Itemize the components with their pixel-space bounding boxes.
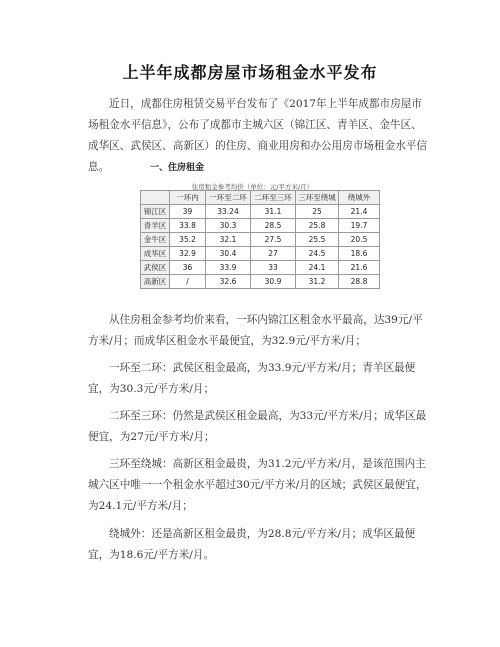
row-district: 武侯区 bbox=[141, 261, 170, 275]
table-cell: 30.3 bbox=[206, 219, 251, 233]
table-cell: 32.9 bbox=[170, 247, 206, 261]
intro-paragraph: 近日，成都住房租赁交易平台发布了《2017年上半年成都市房屋市场租金水平信息》，公布了成都市主城六区（锦江区、青羊区、金牛区、成华区、武侯区、高新区）的住房、商业用房和办公用房市场租金水平信息。 bbox=[88, 98, 427, 173]
table-cell: 31.2 bbox=[296, 275, 339, 289]
table-header-cell: 二环至三环 bbox=[251, 191, 296, 205]
table-cell: 25 bbox=[296, 205, 339, 219]
table-cell: 27 bbox=[251, 247, 296, 261]
section-heading: 一、住房租金 bbox=[150, 163, 205, 173]
table-header-cell: 一环至二环 bbox=[206, 191, 251, 205]
table-row bbox=[141, 247, 380, 261]
table-row bbox=[141, 261, 380, 275]
row-district: 成华区 bbox=[141, 247, 170, 261]
table-row bbox=[141, 275, 380, 289]
ring1-2-paragraph: 一环至二环：武侯区租金最高，为33.9元/平方米/月；青羊区最便宜，为30.3元/平方米/月； bbox=[88, 362, 416, 395]
table-cell: 33 bbox=[251, 261, 296, 275]
table-row bbox=[141, 233, 380, 247]
table-cell: 33.24 bbox=[206, 205, 251, 219]
table-cell: 33.9 bbox=[206, 261, 251, 275]
rent-table bbox=[140, 190, 380, 289]
row-district: 锦江区 bbox=[141, 205, 170, 219]
row-district: 青羊区 bbox=[141, 219, 170, 233]
table-cell: 32.1 bbox=[206, 233, 251, 247]
table-cell: 36 bbox=[170, 261, 206, 275]
table-caption: 住房租金参考均价（单位：元/平方米/月） bbox=[191, 183, 314, 191]
table-header-cell bbox=[141, 191, 170, 205]
table-header-row bbox=[141, 191, 380, 205]
table-header-cell: 三环至绕城 bbox=[296, 191, 339, 205]
summary-paragraph: 从住房租金参考均价来看，一环内锦江区租金水平最高，达39元/平方米/月；而成华区租金水平最便宜，为32.9元/平方米/月； bbox=[88, 314, 423, 347]
outside-ring-paragraph: 绕城外：还是高新区租金最贵，为28.8元/平方米/月；成华区最便宜，为18.6元/平方米/月。 bbox=[88, 528, 416, 561]
table-cell: / bbox=[170, 275, 206, 289]
ring2-3-paragraph: 二环至三环：仍然是武侯区租金最高，为33元/平方米/月；成华区最便宜，为27元/平方米/月； bbox=[88, 410, 427, 443]
table-cell: 30.4 bbox=[206, 247, 251, 261]
table-cell: 28.5 bbox=[251, 219, 296, 233]
table-cell: 24.1 bbox=[296, 261, 339, 275]
table-cell: 27.5 bbox=[251, 233, 296, 247]
table-cell: 39 bbox=[170, 205, 206, 219]
table-cell: 33.8 bbox=[170, 219, 206, 233]
table-cell: 32.6 bbox=[206, 275, 251, 289]
row-district: 高新区 bbox=[141, 275, 170, 289]
table-cell: 18.6 bbox=[339, 247, 380, 261]
table-cell: 31.1 bbox=[251, 205, 296, 219]
table-cell: 20.5 bbox=[339, 233, 380, 247]
table-cell: 21.4 bbox=[339, 205, 380, 219]
table-cell: 25.8 bbox=[296, 219, 339, 233]
table-header-cell: 一环内 bbox=[170, 191, 206, 205]
table-row bbox=[141, 219, 380, 233]
row-district: 金牛区 bbox=[141, 233, 170, 247]
table-header-cell: 绕城外 bbox=[339, 191, 380, 205]
table-row bbox=[141, 205, 380, 219]
table-cell: 25.5 bbox=[296, 233, 339, 247]
table-cell: 24.5 bbox=[296, 247, 339, 261]
table-cell: 21.6 bbox=[339, 261, 380, 275]
ring3-outer-paragraph: 三环至绕城：高新区租金最贵，为31.2元/平方米/月，是该范围内主城六区中唯一一个租金水平超过30元/平方米/月的区域；武侯区最便宜，为24.1元/平方米/月； bbox=[88, 458, 427, 512]
table-cell: 35.2 bbox=[170, 233, 206, 247]
table-cell: 19.7 bbox=[339, 219, 380, 233]
table-cell: 30.9 bbox=[251, 275, 296, 289]
page-title: 上半年成都房屋市场租金水平发布 bbox=[122, 63, 378, 82]
table-cell: 28.8 bbox=[339, 275, 380, 289]
